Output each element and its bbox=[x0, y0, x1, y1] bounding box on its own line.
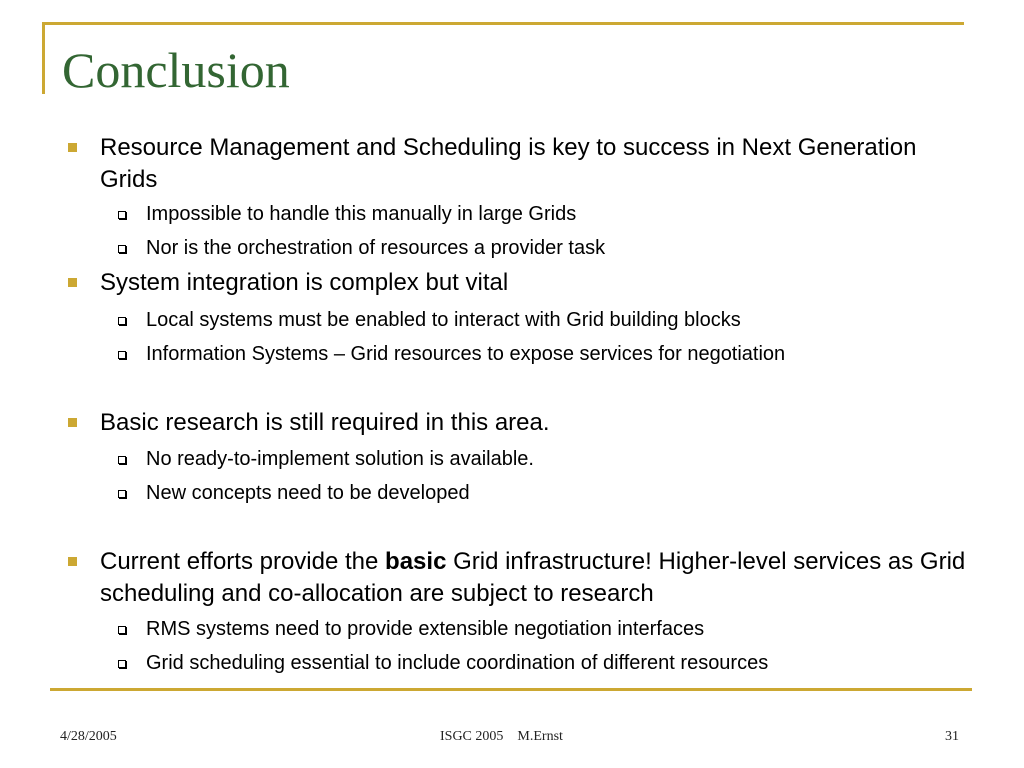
hollow-square-bullet-icon bbox=[118, 490, 126, 498]
slide-title: Conclusion bbox=[62, 42, 290, 98]
sub-bullet bbox=[146, 231, 986, 265]
footer-event: ISGC 2005 bbox=[440, 729, 504, 744]
sub-bullet bbox=[146, 197, 986, 231]
hollow-square-bullet-icon bbox=[118, 660, 126, 668]
sub-bullet bbox=[146, 442, 986, 476]
sub-bullet bbox=[146, 303, 986, 337]
bullet-system-integration bbox=[100, 267, 980, 299]
sub-bullet-text: RMS systems need to provide extensible negotiation interfaces bbox=[146, 618, 705, 640]
square-bullet-icon bbox=[68, 418, 77, 427]
footer-page-number: 31 bbox=[945, 729, 959, 744]
sub-bullet-text: Information Systems – Grid resources to expose services for negotiation bbox=[146, 343, 786, 365]
bullet-text-part: Current efforts provide the bbox=[100, 548, 386, 575]
sub-bullet-text: Impossible to handle this manually in large Grids bbox=[146, 203, 577, 225]
square-bullet-icon bbox=[68, 143, 77, 152]
sub-bullet-text: No ready-to-implement solution is available. bbox=[146, 448, 534, 470]
footer-date: 4/28/2005 bbox=[60, 729, 117, 744]
hollow-square-bullet-icon bbox=[118, 211, 126, 219]
square-bullet-icon bbox=[68, 557, 77, 566]
sub-bullet bbox=[146, 337, 986, 371]
bullet-current-efforts bbox=[100, 546, 980, 610]
bullet-basic-research bbox=[100, 407, 980, 439]
bottom-rule bbox=[50, 688, 972, 691]
bullet-text: System integration is complex but vital bbox=[100, 269, 509, 296]
hollow-square-bullet-icon bbox=[118, 626, 126, 634]
bullet-text-part: Grid infrastructure! Higher-level services as Grid scheduling and co-allocation are subject to research bbox=[100, 548, 966, 607]
sub-bullet-text: Grid scheduling essential to include coordination of different resources bbox=[146, 652, 769, 674]
square-bullet-icon bbox=[68, 278, 77, 287]
hollow-square-bullet-icon bbox=[118, 317, 126, 325]
left-rule bbox=[42, 22, 45, 94]
hollow-square-bullet-icon bbox=[118, 351, 126, 359]
bullet-text-bold: basic bbox=[385, 548, 447, 575]
sub-bullet bbox=[146, 612, 986, 646]
hollow-square-bullet-icon bbox=[118, 456, 126, 464]
sub-bullet bbox=[146, 476, 986, 510]
bullet-resource-management bbox=[100, 132, 980, 196]
hollow-square-bullet-icon bbox=[118, 245, 126, 253]
sub-bullet-text: New concepts need to be developed bbox=[146, 482, 470, 504]
sub-bullet-text: Nor is the orchestration of resources a provider task bbox=[146, 237, 606, 259]
footer-event-author bbox=[440, 729, 563, 745]
bullet-text: Basic research is still required in this area. bbox=[100, 409, 550, 436]
bullet-text: Resource Management and Scheduling is key to success in Next Generation Grids bbox=[100, 134, 917, 193]
top-rule bbox=[42, 22, 964, 25]
sub-bullet-text: Local systems must be enabled to interact with Grid building blocks bbox=[146, 309, 741, 331]
footer-author: M.Ernst bbox=[517, 729, 563, 744]
sub-bullet bbox=[146, 646, 986, 680]
